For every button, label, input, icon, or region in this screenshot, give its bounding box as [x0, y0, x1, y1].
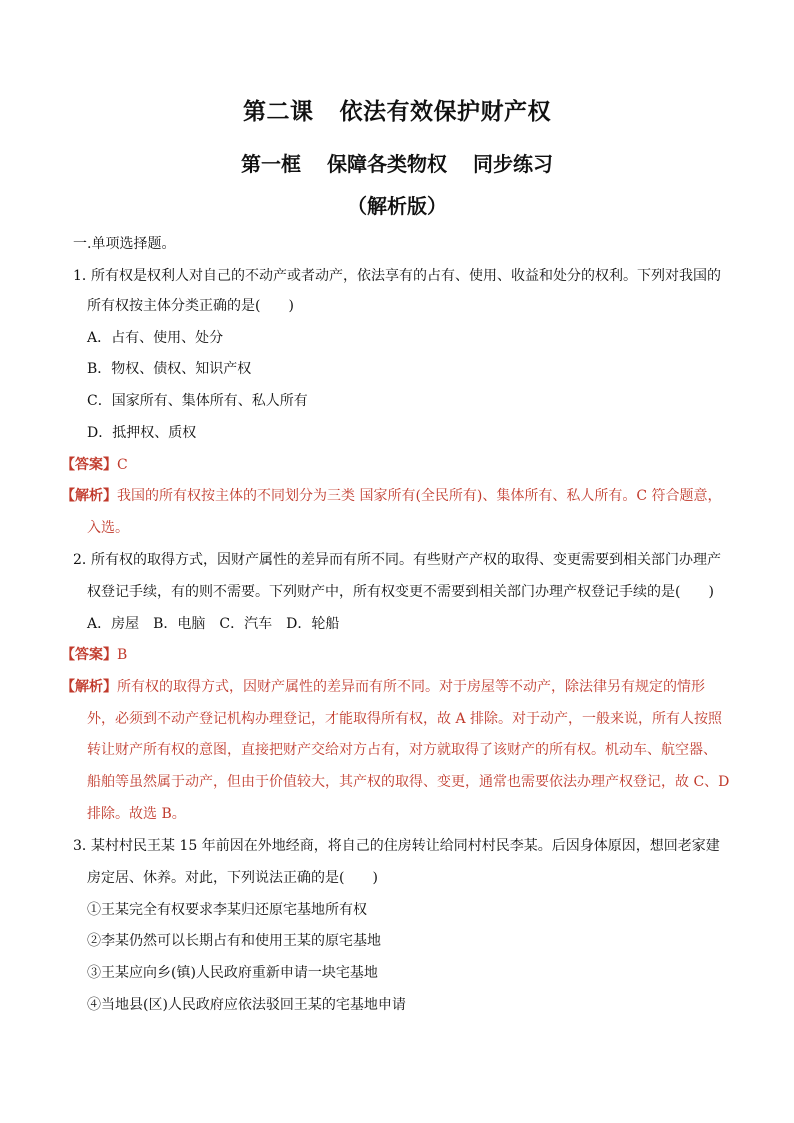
- subtitle-suffix: 同步练习: [473, 152, 553, 176]
- q2-answer-value: B: [117, 647, 128, 663]
- section-heading: 一.单项选择题。: [73, 236, 176, 252]
- q3-stem-line2: 房定居、休养。对此，下列说法正确的是( ): [87, 870, 378, 886]
- document-subtitle: [0, 148, 794, 177]
- title-lesson: 第二课: [243, 98, 314, 125]
- answer-tag: 【答案】: [61, 457, 117, 473]
- q1-analysis-line1: [61, 486, 722, 506]
- q1-stem-line2: 所有权按主体分类正确的是( ): [87, 298, 294, 314]
- q3-stem-line1: [73, 836, 720, 856]
- q1-number: 1．: [73, 268, 96, 284]
- q3-option-3: ③王某应向乡(镇)人民政府重新申请一块宅基地: [87, 965, 378, 981]
- q1-option-a: A．占有、使用、处分: [87, 330, 224, 346]
- q1-analysis1: 我国的所有权按主体的不同划分为三类 国家所有(全民所有)、集体所有、私人所有。C 符合题意，: [117, 488, 722, 504]
- subtitle-topic: 保障各类物权: [327, 152, 447, 176]
- q2-analysis-line3: 转让财产所有权的意图，直接把财产交给对方占有，对方就取得了该财产的所有权。机动车、航空器、: [87, 742, 717, 758]
- q1-option-d: D．抵押权、质权: [87, 425, 197, 441]
- analysis-tag: 【解析】: [61, 488, 117, 504]
- q1-stem-line1: [73, 266, 721, 286]
- q1-answer: [61, 455, 128, 475]
- q2-answer: [61, 645, 127, 665]
- q1-analysis-line2: 入选。: [87, 520, 129, 536]
- title-topic: 依法有效保护财产权: [339, 98, 551, 125]
- q2-analysis-line5: 排除。故选 B。: [87, 806, 186, 822]
- q2-stem1: 所有权的取得方式，因财产属性的差异而有所不同。有些财产产权的取得、变更需要到相关部门办理产: [91, 552, 721, 568]
- q3-option-4: ④当地县(区)人民政府应依法驳回王某的宅基地申请: [87, 997, 406, 1013]
- q1-stem1: 所有权是权利人对自己的不动产或者动产，依法享有的占有、使用、收益和处分的权利。下列对我国的: [91, 268, 721, 284]
- document-version: （解析版）: [347, 194, 447, 218]
- analysis-tag: 【解析】: [61, 679, 117, 695]
- q2-analysis1: 所有权的取得方式，因财产属性的差异而有所不同。对于房屋等不动产，除法律另有规定的情形: [117, 679, 705, 695]
- q3-option-1: ①王某完全有权要求李某归还原宅基地所有权: [87, 902, 367, 918]
- subtitle-frame: 第一框: [241, 152, 301, 176]
- q1-answer-value: C: [117, 457, 128, 473]
- q3-option-2: ②李某仍然可以长期占有和使用王某的原宅基地: [87, 933, 381, 949]
- q2-analysis-line1: [61, 677, 705, 697]
- q2-number: 2．: [73, 552, 96, 568]
- q1-option-c: C．国家所有、集体所有、私人所有: [87, 393, 308, 409]
- q1-option-b: B．物权、债权、知识产权: [87, 361, 252, 377]
- q2-analysis-line4: 船舶等虽然属于动产，但由于价值较大，其产权的取得、变更，通常也需要依法办理产权登记，故 C、D: [87, 774, 730, 790]
- q2-options: A．房屋 B．电脑 C．汽车 D．轮船: [87, 616, 340, 632]
- q2-stem-line1: [73, 550, 721, 570]
- q2-analysis-line2: 外，必须到不动产登记机构办理登记，才能取得所有权，故 A 排除。对于动产，一般来说，所有人按照: [87, 711, 723, 727]
- q3-number: 3．: [73, 838, 96, 854]
- answer-tag: 【答案】: [61, 647, 117, 663]
- q2-stem-line2: 权登记手续，有的则不需要。下列财产中，所有权变更不需要到相关部门办理产权登记手续的是( ): [87, 584, 714, 600]
- q3-stem1: 某村村民王某 15 年前因在外地经商，将自己的住房转让给同村村民李某。后因身体原因，想回老家建: [91, 838, 720, 854]
- document-title: [0, 93, 794, 126]
